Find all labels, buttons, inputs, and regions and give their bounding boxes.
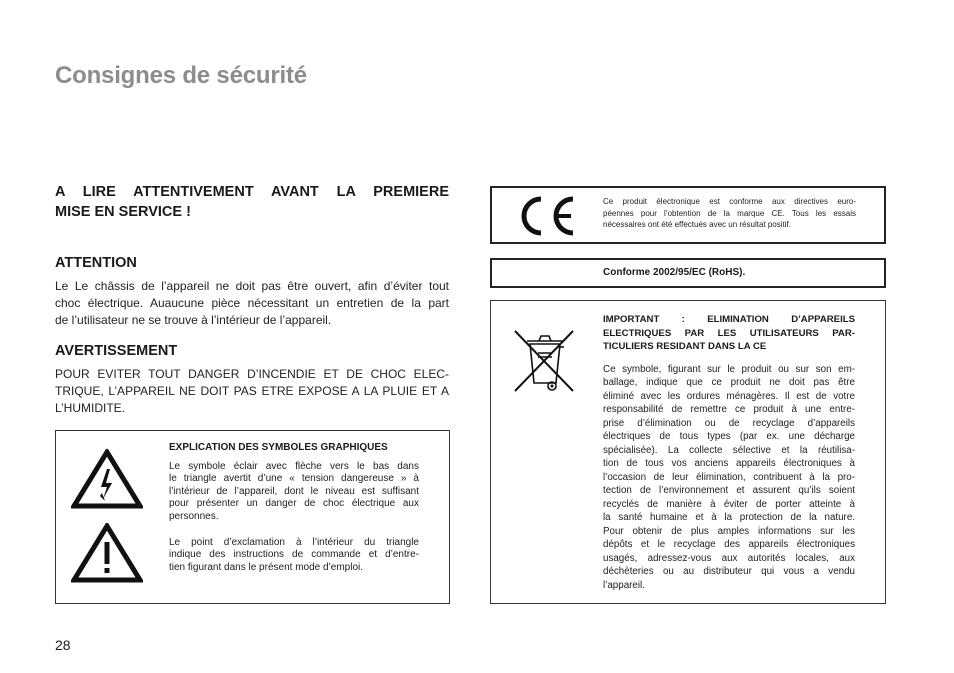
attention-line: Le Le châssis de l’appareil ne doit pas être ouvert, afin d’éviter tout xyxy=(55,279,449,293)
text-line: dépôts et le recyclage des appareils électroniques xyxy=(603,539,855,550)
attention-line: choc électrique. Auaucune pièce nécessitant un entretien de la part xyxy=(55,296,449,310)
weee-body xyxy=(603,363,855,593)
text-line: responsabilité de remettre ce produit à une entre- xyxy=(603,404,855,415)
avertissement-heading: AVERTISSEMENT xyxy=(55,343,178,359)
text-line: Le point d’exclamation à l’intérieur du triangle xyxy=(169,537,419,549)
weee-text xyxy=(603,313,855,592)
exclamation-explanation xyxy=(169,537,419,574)
text-line: la santé humaine et à la protection de la nature. xyxy=(603,512,855,523)
page-title: Consignes de sécurité xyxy=(55,62,307,89)
heading-line: ELECTRIQUES PAR LES UTILISATEURS PAR- xyxy=(603,327,855,339)
text-line: tien figurant dans le présent mode d’emploi. xyxy=(169,561,364,573)
text-line: Ce produit électronique est conforme aux directives euro- xyxy=(603,197,856,206)
symbols-heading: EXPLICATION DES SYMBOLES GRAPHIQUES xyxy=(169,442,388,453)
lightning-warning-triangle-icon xyxy=(71,449,143,509)
avertissement-section xyxy=(55,343,449,417)
avertissement-line: TRIQUE, L’APPAREIL NE DOIT PAS ETRE EXPOSE A LA PLUIE ET A xyxy=(55,384,449,398)
page-number: 28 xyxy=(55,637,71,653)
rohs-box xyxy=(490,258,886,288)
attention-section xyxy=(55,255,449,329)
avertissement-text xyxy=(55,366,449,417)
ce-mark-icon xyxy=(514,194,578,238)
text-line: tection de l’environnement et assurent qu’ils soient xyxy=(603,485,855,496)
text-line: prise d’élimination ou de recyclage d’appareils xyxy=(603,417,855,429)
symbols-explanation-box xyxy=(55,430,450,604)
text-line: personnes. xyxy=(169,510,219,522)
text-line: indique des instructions de commande et d’entre- xyxy=(169,549,419,561)
rohs-text: Conforme 2002/95/EC (RoHS). xyxy=(603,267,746,278)
weee-disposal-box xyxy=(490,300,886,604)
symbols-text xyxy=(169,442,419,574)
text-line: l’appareil. xyxy=(603,579,645,591)
text-line: nécessaires ont été effectués avec un résultat positif. xyxy=(603,220,791,229)
avertissement-line: L’HUMIDITE. xyxy=(55,401,126,415)
attention-text xyxy=(55,278,449,329)
weee-heading xyxy=(603,313,855,354)
text-line: tion de tous vos anciens appareils électroniques à xyxy=(603,458,855,469)
attention-line: de l’utilisateur ne se trouve à l’intérieur de l’appareil. xyxy=(55,313,332,327)
lead-line-2: MISE EN SERVICE ! xyxy=(55,204,191,220)
heading-line: IMPORTANT : ELIMINATION D’APPAREILS xyxy=(603,314,855,325)
avertissement-line: POUR EVITER TOUT DANGER D’INCENDIE ET DE CHOC ELEC- xyxy=(55,367,449,381)
text-line: péennes pour l’obtention de la marque CE. Tous les essais xyxy=(603,208,856,218)
text-line: Ce symbole, figurant sur le produit ou sur son em- xyxy=(603,363,855,375)
exclamation-warning-triangle-icon xyxy=(71,523,143,583)
text-line: Pour obtenir de plus amples informations sur les xyxy=(603,525,855,537)
text-line: usagés, adressez-vous aux autorités locales, aux xyxy=(603,552,855,564)
lead-notice xyxy=(55,182,449,222)
heading-line: TICULIERS RESIDANT DANS LA CE xyxy=(603,341,767,352)
text-line: éliminé avec les ordures ménagères. Il est de votre xyxy=(603,390,855,402)
text-line: Le symbole éclair avec flèche vers le bas dans xyxy=(169,461,419,472)
text-line: électriques de tous types (par ex. une décharge xyxy=(603,431,855,442)
crossed-out-wheelie-bin-icon xyxy=(511,327,577,395)
text-line: spécialisée). La collecte sélective et la réutilisa- xyxy=(603,444,855,456)
ce-text xyxy=(603,196,856,231)
text-line: ballage, indique que ce produit ne doit pas être xyxy=(603,377,855,388)
lightning-explanation xyxy=(169,461,419,523)
attention-heading: ATTENTION xyxy=(55,255,137,271)
text-line: recyclés de manière à éviter de porter atteinte à xyxy=(603,498,855,510)
lead-line-1: A LIRE ATTENTIVEMENT AVANT LA PREMIERE xyxy=(55,184,449,200)
text-line: l’occasion de leur élimination, contribuent à la pro- xyxy=(603,471,855,483)
text-line: l’intérieur de l’appareil, dont le niveau est suffisant xyxy=(169,485,419,497)
ce-conformity-box xyxy=(490,186,886,244)
text-line: pour présenter un danger de choc électrique aux xyxy=(169,498,419,510)
text-line: le triangle avertit d’une « tension dangereuse » à xyxy=(169,473,419,485)
text-line: déchèteries ou au distributeur qui vous a vendu xyxy=(603,566,855,577)
